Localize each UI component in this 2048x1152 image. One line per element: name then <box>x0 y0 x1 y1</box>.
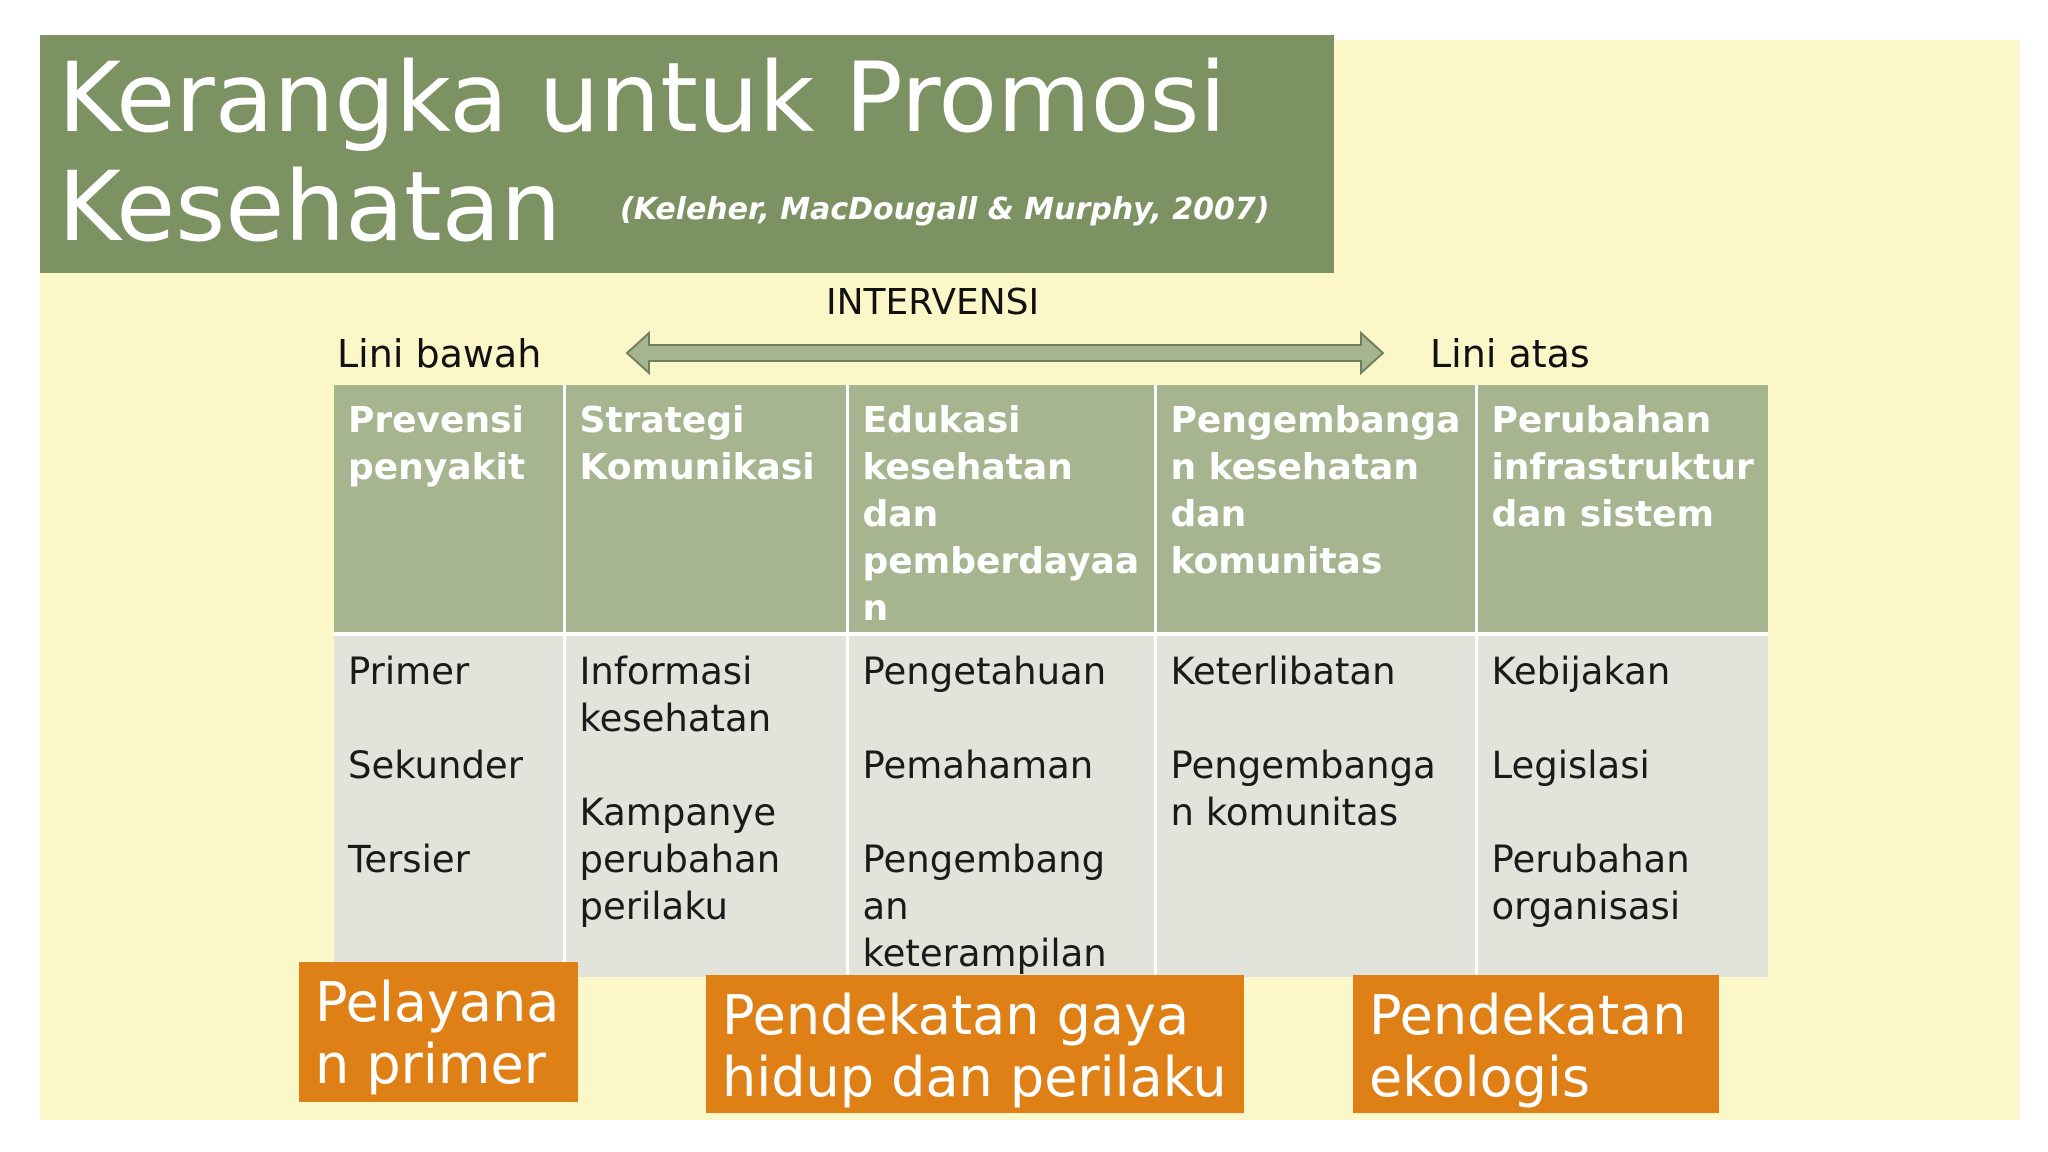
body-cell-line: Pengembang <box>862 838 1106 881</box>
framework-table <box>334 385 1768 977</box>
primary-care-box <box>299 962 578 1102</box>
title-banner <box>40 35 1334 273</box>
lifestyle-line-1: Pendekatan gaya <box>722 984 1190 1047</box>
table-body-row <box>334 634 1768 977</box>
ecology-approach-box <box>1353 975 1719 1113</box>
body-cell-line: Primer <box>348 650 470 693</box>
body-cell-line: Legislasi <box>1491 744 1650 787</box>
line-gap <box>863 695 1140 742</box>
body-cell <box>564 634 847 977</box>
header-cell-line: penyakit <box>348 447 526 488</box>
double-arrow-icon <box>625 330 1385 376</box>
body-cell-line: Kampanye <box>579 791 777 834</box>
line-gap <box>580 742 832 789</box>
ecology-line-1: Pendekatan <box>1369 984 1687 1047</box>
header-cell-line: n <box>862 588 889 629</box>
body-cell-line: Kebijakan <box>1491 650 1671 693</box>
table-header-row <box>334 385 1768 634</box>
lower-line-label: Lini bawah <box>337 332 542 376</box>
header-cell <box>1476 385 1768 634</box>
body-cell-line: n komunitas <box>1170 791 1399 834</box>
body-cell-line: Sekunder <box>348 744 523 787</box>
body-cell <box>1476 634 1768 977</box>
header-cell-line: n kesehatan <box>1170 447 1419 488</box>
intervention-label: INTERVENSI <box>826 282 1040 323</box>
body-cell-line: Pemahaman <box>862 744 1094 787</box>
body-cell <box>847 634 1155 977</box>
body-cell-line: Tersier <box>348 838 470 881</box>
header-cell-line: pemberdayaa <box>862 541 1140 582</box>
slide-title-line-1: Kerangka untuk Promosi <box>58 42 1227 154</box>
primary-care-line-1: Pelayana <box>315 971 560 1034</box>
body-cell-line: Pengetahuan <box>862 650 1107 693</box>
header-cell-line: kesehatan <box>862 447 1073 488</box>
body-cell-line: Pengembanga <box>1170 744 1436 787</box>
body-cell <box>1155 634 1476 977</box>
line-gap <box>1171 695 1461 742</box>
body-cell-line: perubahan <box>579 838 781 881</box>
body-cell-line: kesehatan <box>579 697 772 740</box>
header-cell <box>564 385 847 634</box>
primary-care-line-2: n primer <box>315 1033 546 1096</box>
header-cell-line: infrastruktur <box>1491 447 1754 488</box>
line-gap <box>348 789 549 836</box>
body-cell-line: organisasi <box>1491 885 1681 928</box>
line-gap <box>348 695 549 742</box>
body-cell-line: Keterlibatan <box>1170 650 1396 693</box>
body-cell-line: an <box>862 885 909 928</box>
header-cell <box>334 385 564 634</box>
lifestyle-line-2: hidup dan perilaku <box>722 1046 1227 1109</box>
header-cell-line: Pengembanga <box>1170 400 1461 441</box>
header-cell-line: dan <box>862 494 939 535</box>
body-cell <box>334 634 564 977</box>
ecology-line-2: ekologis <box>1369 1046 1591 1109</box>
header-cell-line: dan sistem <box>1491 494 1715 535</box>
header-cell-line: Strategi <box>579 400 745 441</box>
line-gap <box>1492 789 1754 836</box>
header-cell <box>1155 385 1476 634</box>
header-cell-line: Edukasi <box>862 400 1021 441</box>
slide-title-line-2: Kesehatan <box>58 151 562 263</box>
body-cell-line: Perubahan <box>1491 838 1690 881</box>
header-cell-line: dan komunitas <box>1170 494 1383 582</box>
line-gap <box>1492 695 1754 742</box>
body-cell-line: perilaku <box>579 885 728 928</box>
body-cell-line: Informasi <box>579 650 753 693</box>
lifestyle-approach-box <box>706 975 1244 1113</box>
citation: (Keleher, MacDougall & Murphy, 2007) <box>620 192 1270 227</box>
header-cell <box>847 385 1155 634</box>
upper-line-label: Lini atas <box>1430 332 1590 376</box>
body-cell-line: keterampilan <box>862 932 1107 975</box>
header-cell-line: Komunikasi <box>579 447 815 488</box>
header-cell-line: Perubahan <box>1491 400 1712 441</box>
header-cell-line: Prevensi <box>348 400 524 441</box>
line-gap <box>863 789 1140 836</box>
